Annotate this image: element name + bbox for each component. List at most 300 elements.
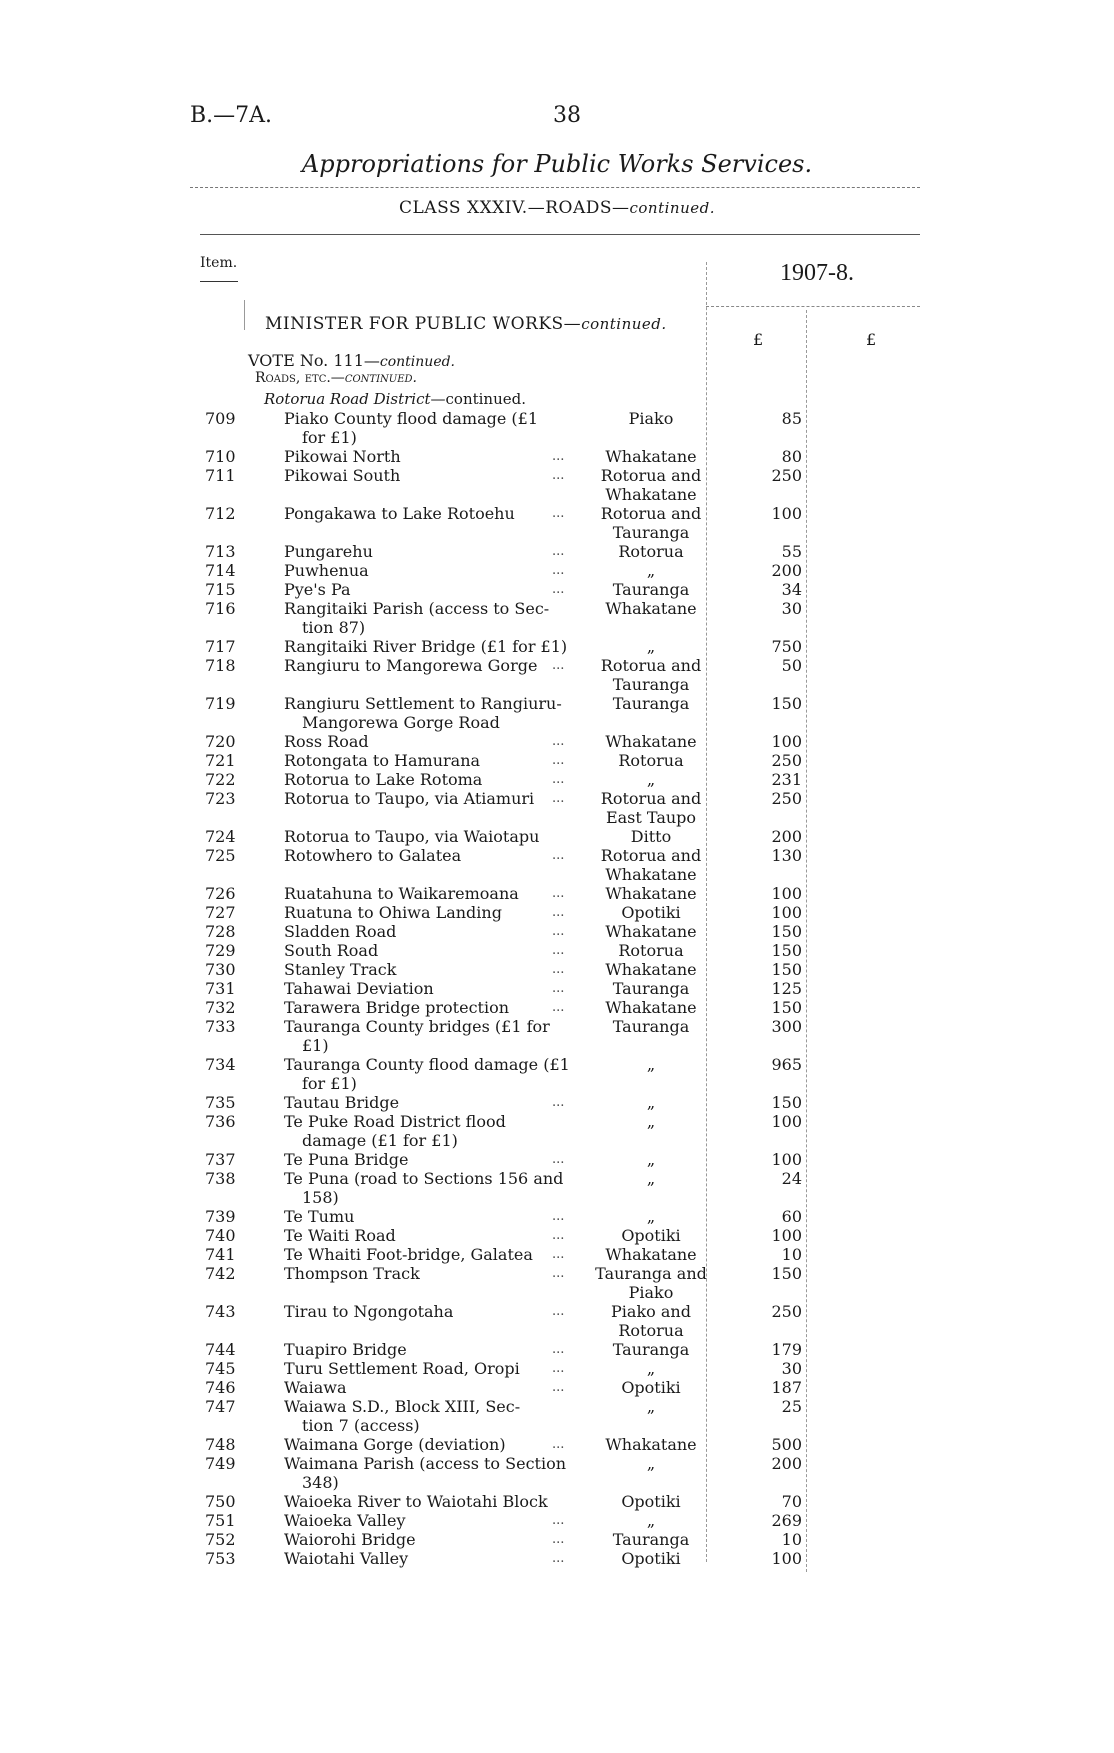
electorate bbox=[592, 922, 710, 941]
amount: 30 bbox=[781, 599, 802, 618]
roads-subheading-suffix: continued. bbox=[344, 370, 417, 386]
item-description-line: Tautau Bridge bbox=[284, 1093, 400, 1112]
electorate bbox=[592, 1207, 710, 1226]
item-number: 733 bbox=[205, 1017, 236, 1036]
item-description bbox=[284, 1511, 576, 1530]
item-description bbox=[284, 504, 576, 523]
amount: 100 bbox=[771, 884, 802, 903]
amount: 55 bbox=[781, 542, 802, 561]
electorate-line: „ bbox=[646, 1454, 656, 1473]
electorate bbox=[592, 694, 710, 713]
item-number: 714 bbox=[205, 561, 236, 580]
amount: 150 bbox=[771, 960, 802, 979]
item-description-continuation: for £1) bbox=[302, 1074, 357, 1093]
leader-dots: ... bbox=[552, 1266, 565, 1281]
item-description-line: Rangitaiki Parish (access to Sec- bbox=[284, 599, 550, 618]
item-description-line: Rotorua to Lake Rotoma bbox=[284, 770, 483, 789]
item-description bbox=[284, 580, 576, 599]
electorate bbox=[592, 504, 710, 542]
item-description-line: Rangitaiki River Bridge (£1 for £1) bbox=[284, 637, 568, 656]
item-number: 718 bbox=[205, 656, 236, 675]
item-column-header: Item. bbox=[200, 255, 238, 271]
electorate bbox=[592, 960, 710, 979]
item-description-line: Tauranga County bridges (£1 for bbox=[284, 1017, 550, 1036]
item-description-continuation: tion 87) bbox=[302, 618, 366, 637]
electorate bbox=[592, 884, 710, 903]
item-description bbox=[284, 827, 576, 846]
class-heading bbox=[0, 198, 1114, 218]
item-description bbox=[284, 637, 576, 656]
amount: 50 bbox=[781, 656, 802, 675]
item-description bbox=[284, 941, 576, 960]
item-number: 730 bbox=[205, 960, 236, 979]
item-description bbox=[284, 732, 576, 751]
electorate-line: Opotiki bbox=[621, 1226, 681, 1245]
electorate bbox=[592, 732, 710, 751]
electorate-line: Tauranga bbox=[612, 1530, 690, 1549]
leader-dots: ... bbox=[552, 563, 565, 578]
leader-dots: ... bbox=[552, 791, 565, 806]
item-description-line: Rangiuru to Mangorewa Gorge bbox=[284, 656, 538, 675]
item-description-line: Rotowhero to Galatea bbox=[284, 846, 462, 865]
item-description-line: Pye's Pa bbox=[284, 580, 351, 599]
item-description bbox=[284, 1207, 576, 1226]
item-description bbox=[284, 770, 576, 789]
amount: 34 bbox=[781, 580, 802, 599]
item-number: 737 bbox=[205, 1150, 236, 1169]
item-description-line: Waioeka River to Waiotahi Block bbox=[284, 1492, 548, 1511]
electorate-line: Whakatane bbox=[605, 732, 697, 751]
minister-heading-suffix: continued. bbox=[581, 315, 667, 333]
item-description-line: Piako County flood damage (£1 bbox=[284, 409, 539, 428]
item-description bbox=[284, 884, 576, 903]
item-description bbox=[284, 751, 576, 770]
amount: 100 bbox=[771, 1226, 802, 1245]
item-description-line: Tauranga County flood damage (£1 bbox=[284, 1055, 570, 1074]
item-description-continuation: 348) bbox=[302, 1473, 339, 1492]
item-description-line: Ruatuna to Ohiwa Landing bbox=[284, 903, 502, 922]
amount: 250 bbox=[771, 751, 802, 770]
leader-dots: ... bbox=[552, 848, 565, 863]
item-description bbox=[284, 542, 576, 561]
item-number: 722 bbox=[205, 770, 236, 789]
amount: 150 bbox=[771, 1093, 802, 1112]
electorate bbox=[592, 1264, 710, 1302]
amount: 130 bbox=[771, 846, 802, 865]
amount: 150 bbox=[771, 694, 802, 713]
leader-dots: ... bbox=[552, 962, 565, 977]
electorate bbox=[592, 561, 710, 580]
vote-heading bbox=[248, 351, 455, 370]
item-description-line: Sladden Road bbox=[284, 922, 397, 941]
electorate-line: „ bbox=[646, 1397, 656, 1416]
amount: 179 bbox=[771, 1340, 802, 1359]
amount: 200 bbox=[771, 561, 802, 580]
amount: 60 bbox=[781, 1207, 802, 1226]
leader-dots: ... bbox=[552, 1209, 565, 1224]
item-description-line: Te Whaiti Foot-bridge, Galatea bbox=[284, 1245, 533, 1264]
electorate-line: „ bbox=[646, 637, 656, 656]
electorate bbox=[592, 1511, 710, 1530]
amount: 30 bbox=[781, 1359, 802, 1378]
item-description bbox=[284, 447, 576, 466]
electorate-line: „ bbox=[646, 1112, 656, 1131]
item-description bbox=[284, 960, 576, 979]
electorate-line: East Taupo bbox=[605, 808, 697, 827]
electorate-line: „ bbox=[646, 1055, 656, 1074]
year-rule bbox=[706, 306, 920, 307]
electorate-line: Whakatane bbox=[605, 998, 697, 1017]
currency-symbol-1: £ bbox=[753, 330, 764, 349]
item-number: 715 bbox=[205, 580, 236, 599]
amount: 150 bbox=[771, 1264, 802, 1283]
electorate bbox=[592, 1055, 710, 1074]
column-divider-item bbox=[244, 300, 245, 330]
amount: 100 bbox=[771, 1150, 802, 1169]
electorate-line: Whakatane bbox=[605, 922, 697, 941]
item-description-line: Puwhenua bbox=[284, 561, 369, 580]
item-description-line: Ross Road bbox=[284, 732, 369, 751]
electorate bbox=[592, 770, 710, 789]
electorate bbox=[592, 998, 710, 1017]
electorate bbox=[592, 1226, 710, 1245]
electorate-line: Opotiki bbox=[621, 903, 681, 922]
item-description bbox=[284, 1549, 576, 1568]
item-number: 747 bbox=[205, 1397, 236, 1416]
leader-dots: ... bbox=[552, 1380, 565, 1395]
electorate-line: Tauranga bbox=[612, 694, 690, 713]
leader-dots: ... bbox=[552, 1095, 565, 1110]
item-number: 725 bbox=[205, 846, 236, 865]
item-description bbox=[284, 409, 576, 447]
leader-dots: ... bbox=[552, 1361, 565, 1376]
electorate-line: „ bbox=[646, 1150, 656, 1169]
leader-dots: ... bbox=[552, 1342, 565, 1357]
item-description bbox=[284, 1150, 576, 1169]
electorate-line: „ bbox=[646, 1511, 656, 1530]
amount: 269 bbox=[771, 1511, 802, 1530]
electorate-line: Rotorua and bbox=[600, 504, 702, 523]
item-number: 731 bbox=[205, 979, 236, 998]
item-number: 738 bbox=[205, 1169, 236, 1188]
item-number: 723 bbox=[205, 789, 236, 808]
item-description bbox=[284, 599, 576, 637]
minister-heading bbox=[265, 314, 667, 334]
item-number: 712 bbox=[205, 504, 236, 523]
electorate-line: Rotorua and bbox=[600, 846, 702, 865]
item-description-line: Rotongata to Hamurana bbox=[284, 751, 481, 770]
item-description-line: Pikowai North bbox=[284, 447, 401, 466]
amount: 85 bbox=[781, 409, 802, 428]
roads-subheading-text: Roads, etc.— bbox=[255, 370, 345, 386]
item-number: 752 bbox=[205, 1530, 236, 1549]
leader-dots: ... bbox=[552, 1152, 565, 1167]
leader-dots: ... bbox=[552, 544, 565, 559]
item-number: 753 bbox=[205, 1549, 236, 1568]
leader-dots: ... bbox=[552, 582, 565, 597]
electorate-line: Tauranga bbox=[612, 675, 690, 694]
item-number: 724 bbox=[205, 827, 236, 846]
amount: 100 bbox=[771, 1112, 802, 1131]
electorate bbox=[592, 751, 710, 770]
electorate-line: Tauranga and bbox=[595, 1264, 707, 1283]
amount: 231 bbox=[771, 770, 802, 789]
item-number: 726 bbox=[205, 884, 236, 903]
amount: 10 bbox=[781, 1245, 802, 1264]
electorate bbox=[592, 637, 710, 656]
item-number: 741 bbox=[205, 1245, 236, 1264]
electorate bbox=[592, 1549, 710, 1568]
item-description bbox=[284, 1359, 576, 1378]
item-description-line: Te Puna (road to Sections 156 and bbox=[284, 1169, 564, 1188]
item-description-line: South Road bbox=[284, 941, 379, 960]
electorate-line: Whakatane bbox=[605, 485, 697, 504]
electorate-line: Opotiki bbox=[621, 1492, 681, 1511]
amount: 965 bbox=[771, 1055, 802, 1074]
item-number: 709 bbox=[205, 409, 236, 428]
item-description-continuation: damage (£1 for £1) bbox=[302, 1131, 458, 1150]
leader-dots: ... bbox=[552, 449, 565, 464]
item-description-line: Tuapiro Bridge bbox=[284, 1340, 407, 1359]
amount: 150 bbox=[771, 998, 802, 1017]
item-description bbox=[284, 1264, 576, 1283]
item-description bbox=[284, 561, 576, 580]
item-description bbox=[284, 1245, 576, 1264]
item-description-line: Waimana Gorge (deviation) bbox=[284, 1435, 506, 1454]
item-description-line: Tahawai Deviation bbox=[284, 979, 434, 998]
leader-dots: ... bbox=[552, 1228, 565, 1243]
item-number: 744 bbox=[205, 1340, 236, 1359]
amount: 100 bbox=[771, 1549, 802, 1568]
electorate bbox=[592, 599, 710, 618]
electorate bbox=[592, 903, 710, 922]
item-number: 710 bbox=[205, 447, 236, 466]
roads-subheading bbox=[255, 370, 417, 386]
amount: 80 bbox=[781, 447, 802, 466]
class-heading-suffix: continued. bbox=[629, 199, 715, 217]
item-number: 745 bbox=[205, 1359, 236, 1378]
electorate bbox=[592, 466, 710, 504]
item-number: 728 bbox=[205, 922, 236, 941]
leader-dots: ... bbox=[552, 734, 565, 749]
item-number: 742 bbox=[205, 1264, 236, 1283]
item-description-continuation: Mangorewa Gorge Road bbox=[302, 713, 500, 732]
amount: 150 bbox=[771, 941, 802, 960]
item-description-line: Waiawa S.D., Block XIII, Sec- bbox=[284, 1397, 521, 1416]
item-description bbox=[284, 1169, 576, 1207]
item-description-line: Rotorua to Taupo, via Atiamuri bbox=[284, 789, 535, 808]
electorate bbox=[592, 941, 710, 960]
leader-dots: ... bbox=[552, 658, 565, 673]
amount: 70 bbox=[781, 1492, 802, 1511]
electorate-line: „ bbox=[646, 1093, 656, 1112]
electorate bbox=[592, 1150, 710, 1169]
electorate bbox=[592, 1454, 710, 1473]
item-number: 750 bbox=[205, 1492, 236, 1511]
item-description bbox=[284, 846, 576, 865]
electorate bbox=[592, 447, 710, 466]
electorate-line: Ditto bbox=[630, 827, 672, 846]
item-number: 739 bbox=[205, 1207, 236, 1226]
item-description bbox=[284, 466, 576, 485]
amount: 100 bbox=[771, 732, 802, 751]
item-number: 749 bbox=[205, 1454, 236, 1473]
electorate-line: Opotiki bbox=[621, 1549, 681, 1568]
district-subheading bbox=[264, 390, 526, 408]
document-reference: B.—7A. bbox=[190, 103, 273, 128]
item-description-line: Stanley Track bbox=[284, 960, 397, 979]
leader-dots: ... bbox=[552, 1000, 565, 1015]
electorate-line: „ bbox=[646, 1359, 656, 1378]
electorate bbox=[592, 1245, 710, 1264]
leader-dots: ... bbox=[552, 506, 565, 521]
electorate-line: „ bbox=[646, 561, 656, 580]
item-description bbox=[284, 1454, 576, 1492]
item-number: 720 bbox=[205, 732, 236, 751]
leader-dots: ... bbox=[552, 924, 565, 939]
item-number: 735 bbox=[205, 1093, 236, 1112]
item-number: 732 bbox=[205, 998, 236, 1017]
electorate bbox=[592, 1169, 710, 1188]
item-description bbox=[284, 1492, 576, 1511]
leader-dots: ... bbox=[552, 468, 565, 483]
district-subheading-suffix: —continued. bbox=[430, 390, 527, 408]
electorate-line: Whakatane bbox=[605, 1435, 697, 1454]
amount: 200 bbox=[771, 827, 802, 846]
electorate bbox=[592, 1397, 710, 1416]
leader-dots: ... bbox=[552, 753, 565, 768]
item-description-line: Waiawa bbox=[284, 1378, 347, 1397]
item-description bbox=[284, 979, 576, 998]
electorate-line: Whakatane bbox=[605, 960, 697, 979]
electorate bbox=[592, 1340, 710, 1359]
item-number: 736 bbox=[205, 1112, 236, 1131]
item-description-line: Rangiuru Settlement to Rangiuru- bbox=[284, 694, 562, 713]
amount: 250 bbox=[771, 1302, 802, 1321]
electorate-line: Rotorua bbox=[618, 542, 684, 561]
item-number: 713 bbox=[205, 542, 236, 561]
electorate-line: Tauranga bbox=[612, 580, 690, 599]
electorate-line: Whakatane bbox=[605, 884, 697, 903]
item-number: 748 bbox=[205, 1435, 236, 1454]
electorate bbox=[592, 827, 710, 846]
item-description bbox=[284, 1055, 576, 1093]
electorate-line: Whakatane bbox=[605, 865, 697, 884]
item-description-continuation: £1) bbox=[302, 1036, 329, 1055]
electorate-line: Rotorua and bbox=[600, 656, 702, 675]
item-description bbox=[284, 1017, 576, 1055]
leader-dots: ... bbox=[552, 886, 565, 901]
item-number: 721 bbox=[205, 751, 236, 770]
item-description bbox=[284, 789, 576, 808]
item-description bbox=[284, 1397, 576, 1435]
electorate bbox=[592, 789, 710, 827]
item-description bbox=[284, 903, 576, 922]
leader-dots: ... bbox=[552, 1304, 565, 1319]
amount: 250 bbox=[771, 466, 802, 485]
item-number: 717 bbox=[205, 637, 236, 656]
electorate-line: Opotiki bbox=[621, 1378, 681, 1397]
amount: 10 bbox=[781, 1530, 802, 1549]
amount: 300 bbox=[771, 1017, 802, 1036]
electorate-line: „ bbox=[646, 1207, 656, 1226]
electorate bbox=[592, 1093, 710, 1112]
item-description bbox=[284, 1340, 576, 1359]
item-description-line: Tarawera Bridge protection bbox=[284, 998, 510, 1017]
title-divider bbox=[190, 187, 920, 188]
leader-dots: ... bbox=[552, 1532, 565, 1547]
electorate-line: Rotorua and bbox=[600, 466, 702, 485]
electorate-line: „ bbox=[646, 1169, 656, 1188]
amount: 250 bbox=[771, 789, 802, 808]
electorate bbox=[592, 1302, 710, 1340]
leader-dots: ... bbox=[552, 772, 565, 787]
item-number: 743 bbox=[205, 1302, 236, 1321]
minister-heading-text: MINISTER FOR PUBLIC WORKS— bbox=[265, 314, 582, 334]
electorate bbox=[592, 1378, 710, 1397]
item-description bbox=[284, 1378, 576, 1397]
electorate-line: Piako and bbox=[611, 1302, 691, 1321]
electorate-line: Tauranga bbox=[612, 523, 690, 542]
electorate bbox=[592, 979, 710, 998]
item-description-line: Te Puna Bridge bbox=[284, 1150, 409, 1169]
header-top-rule bbox=[200, 234, 920, 235]
electorate-line: Rotorua bbox=[618, 751, 684, 770]
electorate-line: Tauranga bbox=[612, 979, 690, 998]
item-description-line: Thompson Track bbox=[284, 1264, 420, 1283]
item-description-line: Waiorohi Bridge bbox=[284, 1530, 416, 1549]
item-header-rule bbox=[200, 281, 238, 282]
amount: 750 bbox=[771, 637, 802, 656]
item-description bbox=[284, 656, 576, 675]
item-description bbox=[284, 1112, 576, 1150]
item-description bbox=[284, 922, 576, 941]
electorate bbox=[592, 1017, 710, 1036]
electorate-line: Piako bbox=[628, 409, 674, 428]
electorate-line: Whakatane bbox=[605, 599, 697, 618]
item-description-line: Rotorua to Taupo, via Waiotapu bbox=[284, 827, 540, 846]
amount: 187 bbox=[771, 1378, 802, 1397]
item-number: 740 bbox=[205, 1226, 236, 1245]
item-description-continuation: 158) bbox=[302, 1188, 339, 1207]
item-description-line: Turu Settlement Road, Oropi bbox=[284, 1359, 520, 1378]
item-number: 711 bbox=[205, 466, 236, 485]
amount: 200 bbox=[771, 1454, 802, 1473]
electorate bbox=[592, 656, 710, 694]
electorate-line: Tauranga bbox=[612, 1017, 690, 1036]
vote-heading-text: VOTE No. 111— bbox=[248, 351, 380, 370]
electorate-line: Piako bbox=[628, 1283, 674, 1302]
item-description bbox=[284, 1226, 576, 1245]
leader-dots: ... bbox=[552, 943, 565, 958]
amount: 125 bbox=[771, 979, 802, 998]
leader-dots: ... bbox=[552, 1247, 565, 1262]
item-description bbox=[284, 694, 576, 732]
column-divider-amount bbox=[806, 310, 807, 1572]
leader-dots: ... bbox=[552, 1513, 565, 1528]
electorate-line: „ bbox=[646, 770, 656, 789]
item-description-continuation: tion 7 (access) bbox=[302, 1416, 420, 1435]
leader-dots: ... bbox=[552, 1437, 565, 1452]
item-description bbox=[284, 1530, 576, 1549]
item-description-line: Waioeka Valley bbox=[284, 1511, 406, 1530]
item-number: 734 bbox=[205, 1055, 236, 1074]
electorate bbox=[592, 409, 710, 428]
leader-dots: ... bbox=[552, 905, 565, 920]
item-description-line: Te Waiti Road bbox=[284, 1226, 396, 1245]
item-description-line: Pongakawa to Lake Rotoehu bbox=[284, 504, 515, 523]
item-description-line: Waiotahi Valley bbox=[284, 1549, 409, 1568]
